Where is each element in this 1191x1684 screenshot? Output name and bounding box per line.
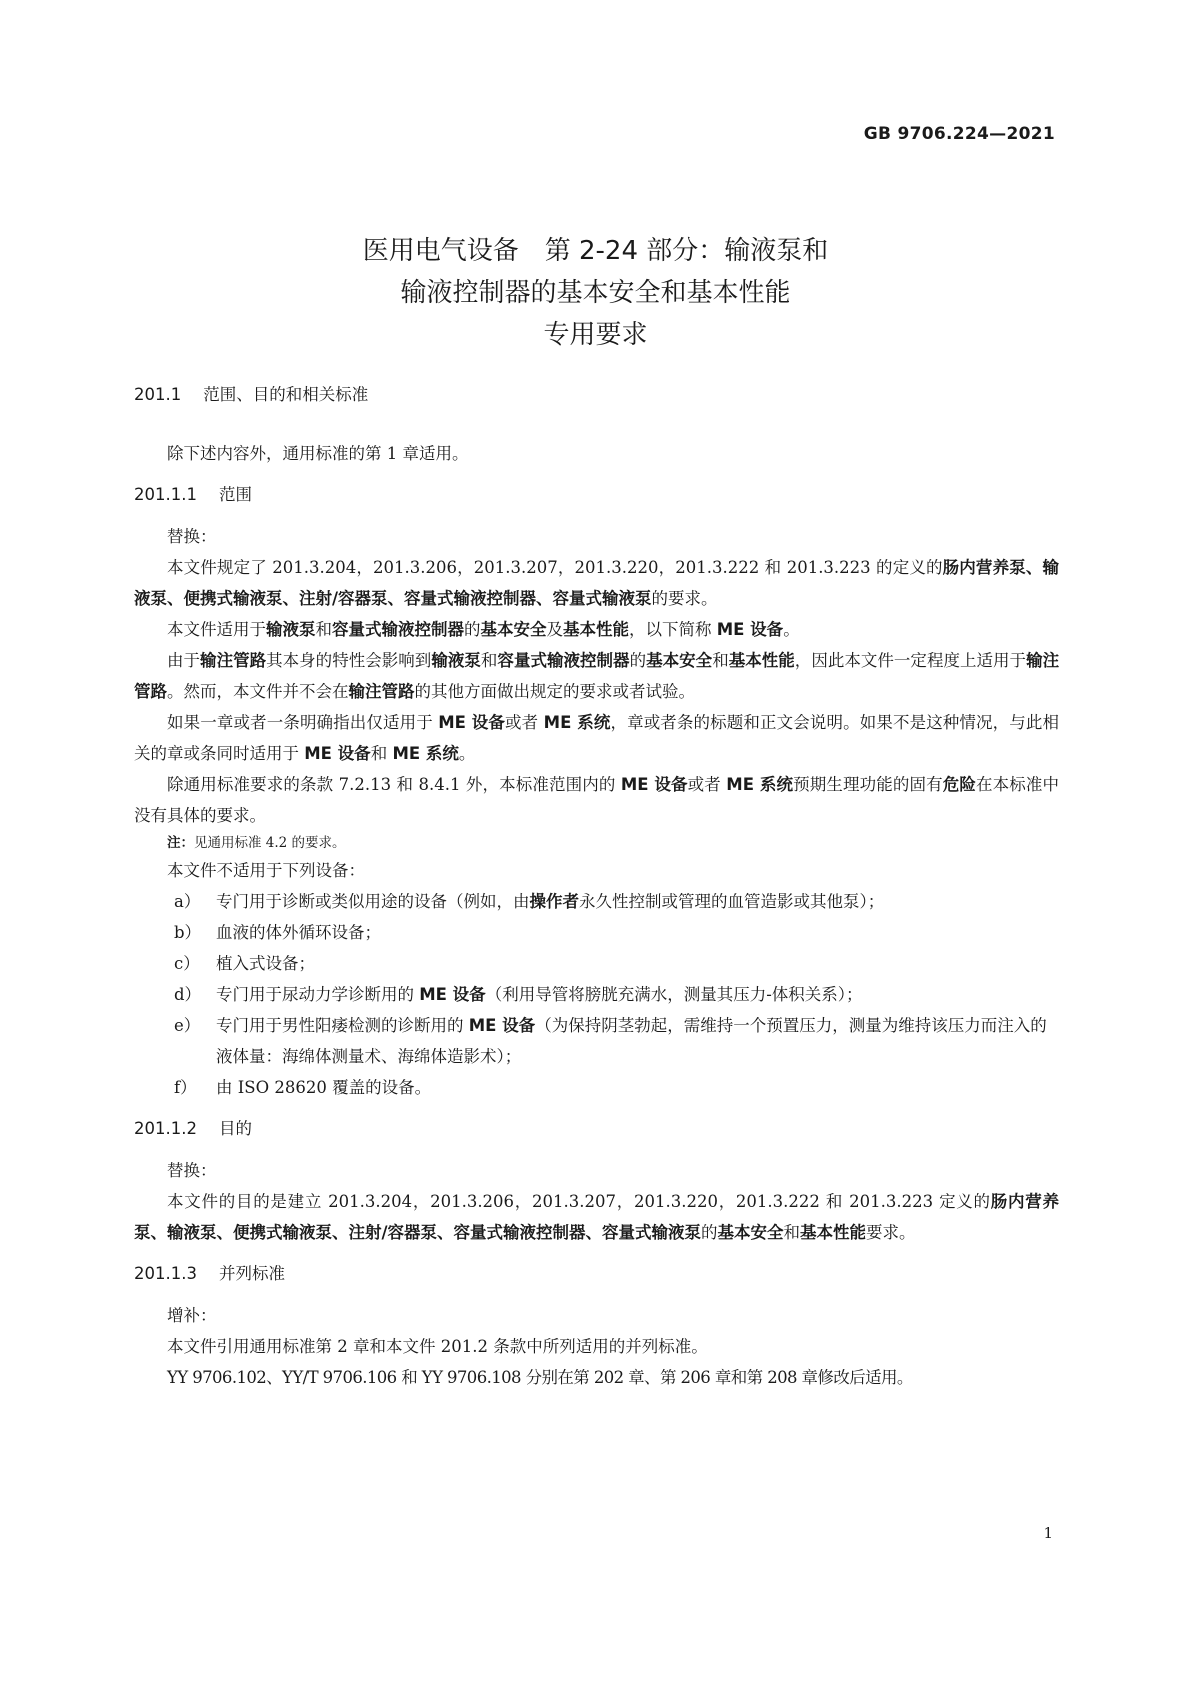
text-run: 和 xyxy=(783,1223,801,1242)
section-title: 并列标准 xyxy=(218,1264,285,1283)
text-run: 血液的体外循环设备； xyxy=(216,923,381,942)
exclusion-list xyxy=(134,886,1059,1103)
text-run: 要求。 xyxy=(866,1223,916,1242)
list-marker: e） xyxy=(174,1016,201,1035)
list-marker: c） xyxy=(174,954,200,973)
paragraph: YY 9706.102、YY/T 9706.106 和 YY 9706.108 分别在第 202 章、第 206 章和第 208 章修改后适用。 xyxy=(167,1368,913,1387)
text-run: 和 xyxy=(712,651,729,670)
replace-label: 替换： xyxy=(167,1161,217,1180)
defined-term: 肠内营养泵、输液泵、便携式输液泵、注射/容器泵、容量式输液控制器、容量式输液泵 xyxy=(134,1192,1060,1242)
defined-term: 容量式输液控制器 xyxy=(332,620,464,639)
section-title: 范围、目的和相关标准 xyxy=(203,385,369,404)
document-title xyxy=(0,230,1191,356)
text-run: 植入式设备； xyxy=(216,954,315,973)
list-item xyxy=(134,886,1059,917)
title-line-1: 医用电气设备 第 2-24 部分：输液泵和 xyxy=(362,236,829,266)
text-run: ，以下简称 xyxy=(629,620,717,639)
defined-term: 基本性能 xyxy=(800,1223,867,1242)
defined-term: ME 系统 xyxy=(726,775,794,794)
defined-term: 容量式输液控制器 xyxy=(497,651,630,670)
defined-term: 基本性能 xyxy=(563,620,629,639)
defined-term: 输注管路 xyxy=(348,682,415,701)
text-run: 如果一章或者一条明确指出仅适用于 xyxy=(167,713,439,732)
title-line-3: 专用要求 xyxy=(543,320,648,350)
section-heading-201-1-1 xyxy=(134,483,1059,507)
text-run: 或者 xyxy=(505,713,544,732)
text-run: 的其他方面做出规定的要求或者试验。 xyxy=(414,682,695,701)
title-line-2: 输液控制器的基本安全和基本性能 xyxy=(400,278,791,308)
note-text: 见通用标准 4.2 的要求。 xyxy=(194,835,346,851)
text-run: 其本身的特性会影响到 xyxy=(266,651,432,670)
text-run: 本文件适用于 xyxy=(167,620,266,639)
list-item xyxy=(134,979,1059,1010)
paragraph: 本文件引用通用标准第 2 章和本文件 201.2 条款中所列适用的并列标准。 xyxy=(167,1337,708,1356)
defined-term: ME 设备 xyxy=(438,713,506,732)
text-run: 专门用于男性阳痿检测的诊断用的 xyxy=(216,1016,469,1035)
defined-term: ME 设备 xyxy=(419,985,486,1004)
section-title: 目的 xyxy=(218,1119,252,1138)
text-run: 的 xyxy=(629,651,647,670)
section-heading-201-1 xyxy=(134,383,1059,407)
defined-term: 肠内营养泵、输液泵、便携式输液泵、注射/容器泵、容量式输液控制器、容量式输液泵 xyxy=(134,558,1060,608)
text-run: （利用导管将膀胱充满水，测量其压力-体积关系）； xyxy=(485,985,863,1004)
text-run: 和 xyxy=(370,744,393,763)
text-run: 。 xyxy=(783,620,800,639)
note xyxy=(134,831,1059,855)
section-number: 201.1 xyxy=(134,385,182,404)
text-run: 的 xyxy=(701,1223,718,1242)
defined-term: 操作者 xyxy=(529,892,579,911)
paragraph xyxy=(134,552,1059,614)
text-run: 在本标准中没有具体的要求。 xyxy=(134,775,1060,825)
list-marker: d） xyxy=(174,985,202,1004)
text-run: 由于 xyxy=(167,651,201,670)
section-number: 201.1.3 xyxy=(134,1264,197,1283)
text-run: 专门用于诊断或类似用途的设备（例如，由 xyxy=(216,892,530,911)
list-item xyxy=(134,917,1059,948)
list-item xyxy=(134,1010,1059,1072)
text-run: 本文件的目的是建立 201.3.204，201.3.206，201.3.207，201.3.220，201.3.222 和 201.3.223 定义的 xyxy=(167,1192,991,1211)
text-run: 的 xyxy=(464,620,481,639)
list-item xyxy=(134,948,1059,979)
text-run: 。 xyxy=(458,744,476,763)
text-run: 本文件规定了 201.3.204，201.3.206，201.3.207，201.3.220，201.3.222 和 201.3.223 的定义的 xyxy=(167,558,943,577)
text-run: ，因此本文件一定程度上适用于 xyxy=(794,651,1027,670)
paragraph xyxy=(134,614,1059,645)
text-run: 永久性控制或管理的血管造影或其他泵）； xyxy=(579,892,885,911)
defined-term: ME 设备 xyxy=(304,744,371,763)
defined-term: 危险 xyxy=(942,775,977,794)
defined-term: 输液泵 xyxy=(431,651,481,670)
text-run: 除通用标准要求的条款 7.2.13 和 8.4.1 外，本标准范围内的 xyxy=(167,775,621,794)
defined-term: ME 设备 xyxy=(620,775,688,794)
text-run: 的要求。 xyxy=(651,589,718,608)
paragraph xyxy=(134,1186,1059,1248)
text-run: 。然而，本文件并不会在 xyxy=(167,682,349,701)
defined-term: ME 设备 xyxy=(716,620,784,639)
paragraph: 除下述内容外，通用标准的第 1 章适用。 xyxy=(167,444,469,463)
supplement-label: 增补： xyxy=(167,1306,217,1325)
paragraph xyxy=(134,645,1059,707)
text-run: （为保持阴茎勃起，需维持一个预置压力，测量为维持该压力而注入的液体量：海绵体测量术、海绵体造影术）； xyxy=(216,1016,1047,1066)
text-run: 和 xyxy=(315,620,332,639)
defined-term: ME 设备 xyxy=(468,1016,536,1035)
section-title: 范围 xyxy=(218,485,252,504)
list-item xyxy=(134,1072,1059,1103)
text-run: ，章或者条的标题和正文会说明。如果不是这种情况，与此相关的章或条同时适用于 xyxy=(134,713,1060,763)
list-marker: b） xyxy=(174,923,202,942)
defined-term: 输注管路 xyxy=(134,651,1060,701)
page-number: 1 xyxy=(1043,1524,1053,1542)
text-run: 预期生理功能的固有 xyxy=(793,775,943,794)
note-label: 注： xyxy=(167,835,194,851)
defined-term: 基本安全 xyxy=(480,620,547,639)
document-body xyxy=(134,385,1060,1393)
standard-code: GB 9706.224—2021 xyxy=(863,124,1055,144)
defined-term: 输液泵 xyxy=(266,620,316,639)
text-run: 和 xyxy=(480,651,498,670)
defined-term: 基本安全 xyxy=(717,1223,784,1242)
text-run: 及 xyxy=(546,620,563,639)
replace-label: 替换： xyxy=(167,527,217,546)
list-marker: f） xyxy=(174,1078,197,1097)
defined-term: 基本安全 xyxy=(646,651,713,670)
section-number: 201.1.1 xyxy=(134,485,197,504)
section-number: 201.1.2 xyxy=(134,1119,197,1138)
defined-term: ME 系统 xyxy=(392,744,459,763)
defined-term: ME 系统 xyxy=(543,713,611,732)
paragraph xyxy=(134,769,1059,831)
defined-term: 输注管路 xyxy=(200,651,267,670)
text-run: 或者 xyxy=(687,775,727,794)
paragraph: 本文件不适用于下列设备： xyxy=(167,861,365,880)
list-marker: a） xyxy=(174,892,201,911)
defined-term: 基本性能 xyxy=(728,651,795,670)
text-run: 专门用于尿动力学诊断用的 xyxy=(216,985,420,1004)
section-heading-201-1-2 xyxy=(134,1117,1059,1141)
section-heading-201-1-3 xyxy=(134,1262,1059,1286)
paragraph xyxy=(134,707,1059,769)
text-run: 由 ISO 28620 覆盖的设备。 xyxy=(216,1078,432,1097)
